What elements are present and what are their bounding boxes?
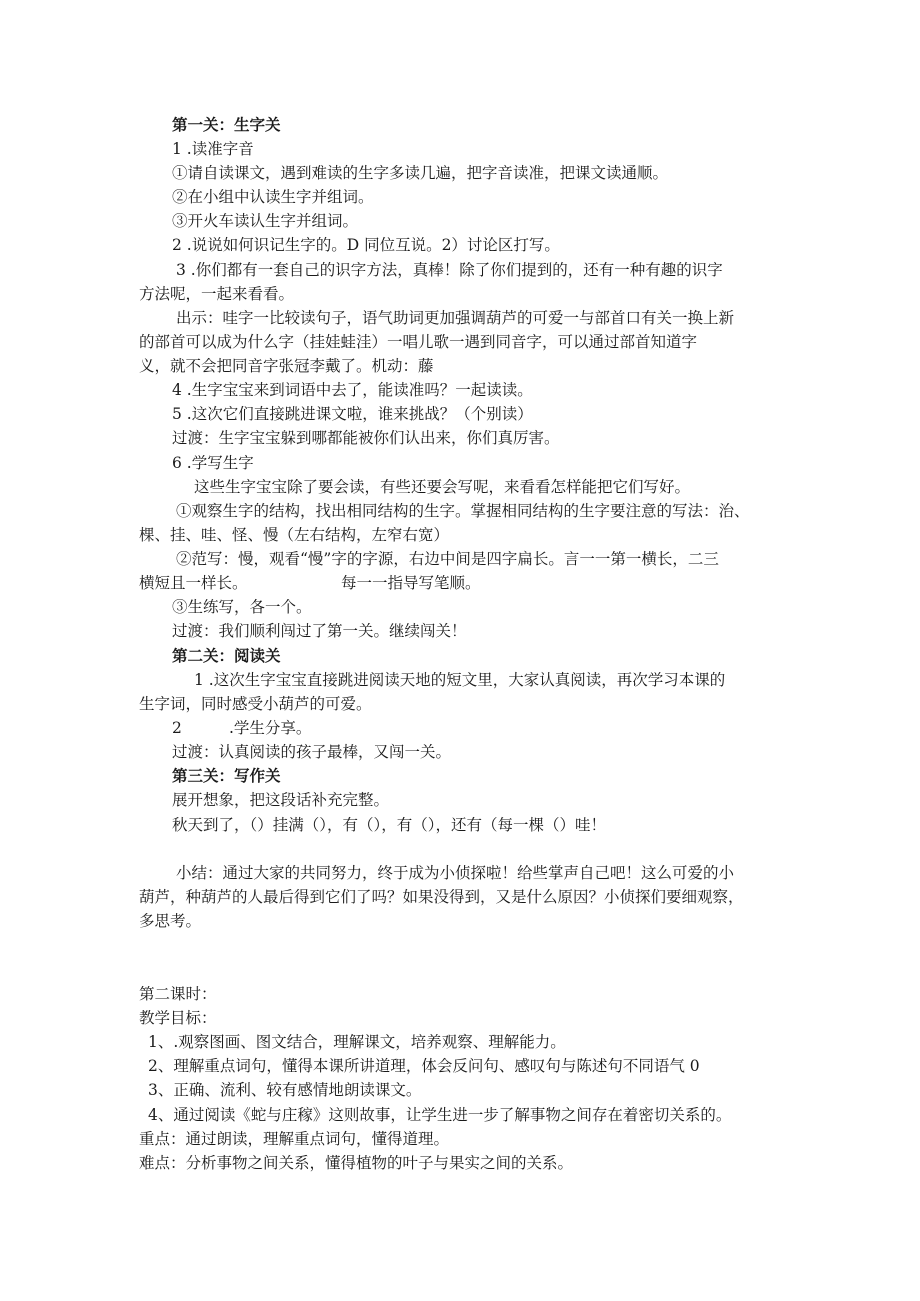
goals-label: 教学目标： xyxy=(139,1009,217,1027)
item6-step-b-line2a: 横短且一样长。 xyxy=(139,574,248,592)
item3-line2: 方法呢，一起来看看。 xyxy=(139,285,295,303)
show-line3: 义，就不会把同音字张冠李戴了。机动：藤 xyxy=(139,357,434,375)
write-prompt: 展开想象，把这段话补充完整。 xyxy=(172,791,390,809)
item4-text: 4 .生字宝宝来到词语中去了，能读准吗？一起读读。 xyxy=(172,381,533,399)
goal-1: 1、.观察图画、图文结合，理解课文，培养观察、理解能力。 xyxy=(148,1033,566,1051)
transition-2: 过渡：我们顺利闯过了第一关。继续闯关！ xyxy=(172,622,467,640)
summary-line2: 葫芦，种葫芦的人最后得到它们了吗？如果没得到，又是什么原因？小侦探们要细观察， xyxy=(139,888,744,906)
item6-heading: 6 .学写生字 xyxy=(172,454,254,472)
show-line1: 出示：哇字一比较读句子，语气助词更加强调葫芦的可爱一与部首口有关一换上新 xyxy=(176,309,735,327)
difficulty: 难点：分析事物之间关系，懂得植物的叶子与果实之间的关系。 xyxy=(139,1154,574,1172)
level3-heading: 第三关：写作关 xyxy=(172,766,281,785)
item6-step-a-line2: 棵、挂、哇、怪、慢（左右结构，左窄右宽） xyxy=(139,526,450,544)
goal-3: 3、正确、流利、较有感情地朗读课文。 xyxy=(148,1081,422,1099)
transition-3: 过渡：认真阅读的孩子最棒，又闯一关。 xyxy=(172,743,452,761)
write-sentence: 秋天到了，（）挂满（），有（），有（），还有（每一棵（）哇！ xyxy=(172,816,607,834)
item3-line1: 3 .你们都有一套自己的识字方法，真棒！除了你们提到的，还有一种有趣的识字 xyxy=(176,261,723,279)
read1-line2: 生字词，同时感受小葫芦的可爱。 xyxy=(139,695,372,713)
item6-step-b-line2b: 每一一指导写笔顺。 xyxy=(341,574,481,592)
item6-step-a-line1: ①观察生字的结构，找出相同结构的生字。掌握相同结构的生字要注意的写法：治、 xyxy=(176,502,750,520)
read1-line1: 1 .这次生字宝宝直接跳进阅读天地的短文里，大家认真阅读，再次学习本课的 xyxy=(194,671,726,689)
item5-text: 5 .这次它们直接跳进课文啦，谁来挑战？（个别读） xyxy=(172,405,533,423)
transition-1: 过渡：生字宝宝躲到哪都能被你们认出来，你们真厉害。 xyxy=(172,429,560,447)
summary-line1: 小结：通过大家的共同努力，终于成为小侦探啦！给些掌声自己吧！这么可爱的小 xyxy=(176,864,735,882)
item1-step-b: ②在小组中认读生字并组词。 xyxy=(172,188,374,206)
item1-heading: 1 .读准字音 xyxy=(172,140,254,158)
item6-step-c: ③生练写，各一个。 xyxy=(172,598,312,616)
item1-step-a: ①请自读课文，遇到难读的生字多读几遍，把字音读准，把课文读通顺。 xyxy=(172,164,669,182)
level1-heading: 第一关：生字关 xyxy=(172,115,281,134)
summary-line3: 多思考。 xyxy=(139,912,202,930)
item2-text: 2 .说说如何识记生字的。D 同位互说。2）讨论区打写。 xyxy=(172,236,560,254)
item6-step-b-line1: ②范写：慢，观看“慢”字的字源，右边中间是四字扁长。言一一第一横长，二三 xyxy=(176,550,719,568)
lesson2-title: 第二课时： xyxy=(139,985,217,1003)
read2-text: .学生分享。 xyxy=(229,719,312,737)
goal-2: 2、理解重点词句，懂得本课所讲道理，体会反问句、感叹句与陈述句不同语气 0 xyxy=(148,1057,700,1075)
key-point: 重点：通过朗读，理解重点词句，懂得道理。 xyxy=(139,1130,450,1148)
show-line2: 的部首可以成为什么字（挂娃蛙洼）一唱儿歌一遇到同音字，可以通过部首知道字 xyxy=(139,333,698,351)
item1-step-c: ③开火车读认生字并组词。 xyxy=(172,212,359,230)
goal-4: 4、通过阅读《蛇与庄稼》这则故事，让学生进一步了解事物之间存在着密切关系的。 xyxy=(148,1106,732,1124)
item6-intro: 这些生字宝宝除了要会读，有些还要会写呢，来看看怎样能把它们写好。 xyxy=(194,478,691,496)
read2-number: 2 xyxy=(172,719,182,737)
level2-heading: 第二关：阅读关 xyxy=(172,646,281,665)
